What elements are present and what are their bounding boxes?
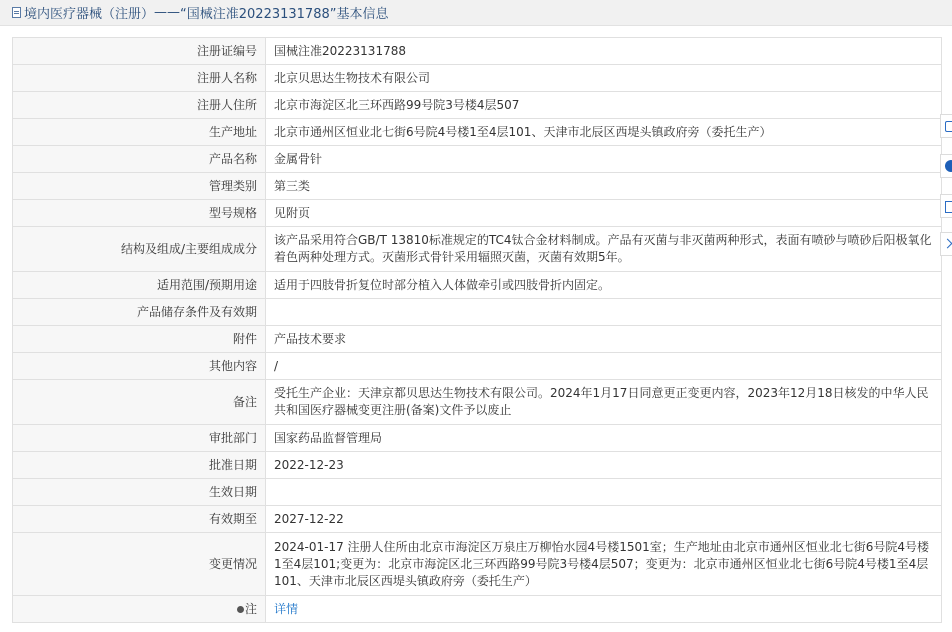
header-separator: —— (154, 5, 181, 20)
table-row (13, 272, 942, 299)
help-icon (945, 160, 952, 172)
row-value: 见附页 (266, 200, 942, 227)
row-value: 金属骨针 (266, 146, 942, 173)
row-value: 国家药品监督管理局 (266, 425, 942, 452)
table-row (13, 200, 942, 227)
header-category: 境内医疗器械（注册） (24, 7, 155, 22)
table-row (13, 452, 942, 479)
row-value: 北京市通州区恒业北七街6号院4号楼1至4层101、天津市北辰区西堤头镇政府旁（委托生产） (266, 119, 942, 146)
table-row (13, 380, 942, 425)
row-label: 批准日期 (13, 452, 266, 479)
row-label: 注册人住所 (13, 92, 266, 119)
table-row (13, 596, 942, 623)
row-value: 产品技术要求 (266, 326, 942, 353)
document-icon (12, 7, 21, 18)
row-value: 北京市海淀区北三环西路99号院3号楼4层507 (266, 92, 942, 119)
row-label: 生产地址 (13, 119, 266, 146)
row-value: 第三类 (266, 173, 942, 200)
table-row (13, 326, 942, 353)
note-value-cell (266, 596, 942, 623)
table-row (13, 479, 942, 506)
row-value: 受托生产企业：天津京都贝思达生物技术有限公司。2024年1月17日同意更正变更内容，2023年12月18日核发的中华人民共和国医疗器械变更注册(备案)文件予以废止 (266, 380, 942, 425)
row-label: 注 (244, 601, 257, 616)
registration-info-table (12, 37, 942, 623)
table-row (13, 146, 942, 173)
table-row (13, 119, 942, 146)
row-label: 产品储存条件及有效期 (13, 299, 266, 326)
row-value: 该产品采用符合GB/T 13810标准规定的TC4钛合金材料制成。产品有灭菌与非灭菌两种形式，表面有喷砂与喷砂后阳极氧化着色两种处理方式。灭菌形式骨针采用辐照灭菌，灭菌有效期5年。 (266, 227, 942, 272)
page-title: “国械注准20223131788”基本信息 (180, 7, 389, 22)
row-label: 结构及组成/主要组成成分 (13, 227, 266, 272)
table-row (13, 173, 942, 200)
edit-icon (945, 121, 952, 132)
row-label: 生效日期 (13, 479, 266, 506)
row-label: 注册人名称 (13, 65, 266, 92)
row-label: 有效期至 (13, 506, 266, 533)
copy-icon (945, 201, 952, 213)
row-value: 2022-12-23 (266, 452, 942, 479)
table-row (13, 92, 942, 119)
row-label: 变更情况 (13, 533, 266, 596)
row-value: 2024-01-17 注册人住所由北京市海淀区万泉庄万柳怡水园4号楼1501室；生产地址由北京市通州区恒业北七街6号院4号楼1至4层101;变更为：北京市海淀区北三环西路99号院3号楼4层507；变更为：北京市通州区恒业北七街6号院4号楼1至4层101、天津市北辰区西堤头镇政府旁（委托生产） (266, 533, 942, 596)
help-button[interactable] (940, 154, 952, 178)
expand-button[interactable] (940, 232, 952, 256)
table-row (13, 533, 942, 596)
row-label: 其他内容 (13, 353, 266, 380)
row-value: 北京贝思达生物技术有限公司 (266, 65, 942, 92)
row-value (266, 299, 942, 326)
side-toolbar (940, 108, 952, 268)
table-row (13, 65, 942, 92)
page-header (0, 0, 952, 26)
table-row (13, 425, 942, 452)
table-row (13, 227, 942, 272)
row-value: 2027-12-22 (266, 506, 942, 533)
note-label-cell (13, 596, 266, 623)
table-row (13, 506, 942, 533)
row-label: 审批部门 (13, 425, 266, 452)
row-value: 适用于四肢骨折复位时部分植入人体做牵引或四肢骨折内固定。 (266, 272, 942, 299)
table-row (13, 299, 942, 326)
row-label: 注册证编号 (13, 38, 266, 65)
table-row (13, 38, 942, 65)
row-label: 型号规格 (13, 200, 266, 227)
row-label: 管理类别 (13, 173, 266, 200)
row-label: 适用范围/预期用途 (13, 272, 266, 299)
table-row (13, 353, 942, 380)
row-label: 备注 (13, 380, 266, 425)
row-value: / (266, 353, 942, 380)
row-value (266, 479, 942, 506)
edit-button[interactable] (940, 114, 952, 138)
row-label: 附件 (13, 326, 266, 353)
row-label: 产品名称 (13, 146, 266, 173)
expand-icon (943, 239, 952, 249)
bulb-icon (237, 606, 244, 613)
row-value: 国械注准20223131788 (266, 38, 942, 65)
copy-button[interactable] (940, 194, 952, 218)
details-link[interactable]: 详情 (274, 601, 299, 616)
